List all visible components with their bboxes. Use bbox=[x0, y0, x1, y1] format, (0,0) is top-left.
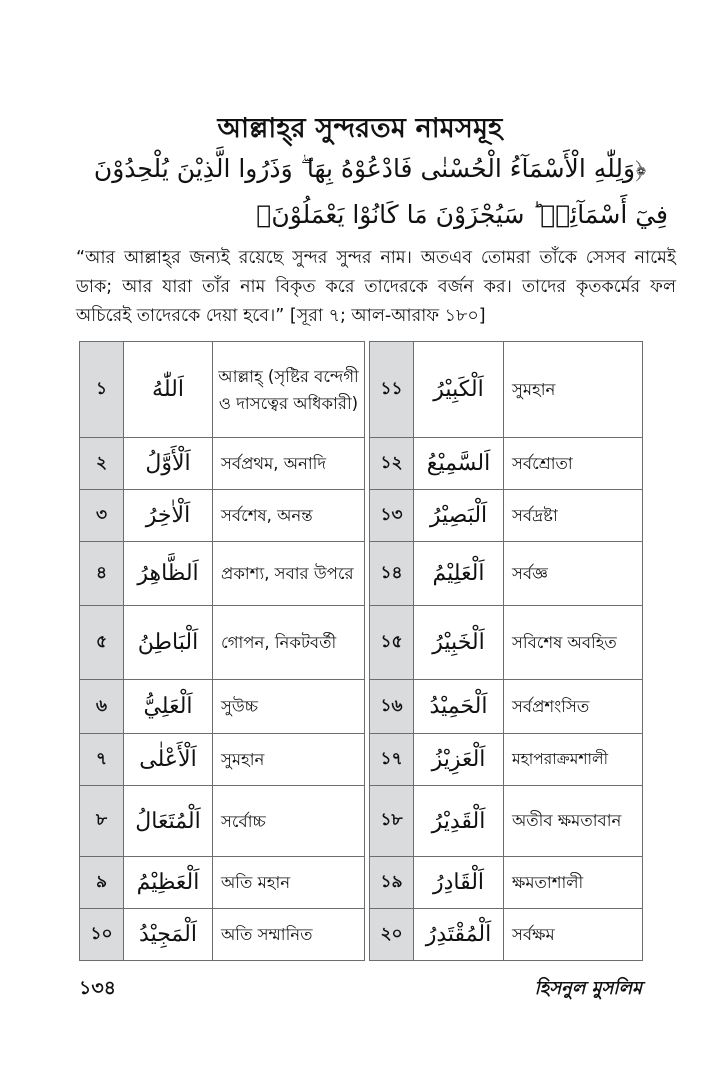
name-number: ৪ bbox=[80, 542, 124, 606]
name-arabic: اَلْكَبِيْرُ bbox=[414, 342, 504, 438]
table-row bbox=[370, 680, 643, 734]
name-meaning: সর্বোচ্চ bbox=[213, 786, 365, 857]
name-arabic: اَلْأَوَّلُ bbox=[124, 438, 213, 490]
name-number: ২ bbox=[80, 438, 124, 490]
name-number: ৭ bbox=[80, 734, 124, 786]
verse-translation: “আর আল্লাহ্‌র জন্যই রয়েছে সুন্দর সুন্দর নাম। অতএব তোমরা তাঁকে সেসব নামেই ডাক; আর যারা তাঁর নাম বিকৃত করে তাদেরকে বর্জন কর। তাদের কৃতকর্মের ফল অচিরেই তাদেরকে দেয়া হবে।” [সূরা ৭; আল-আরাফ ১৮০] bbox=[76, 248, 676, 326]
name-arabic: اَلظَّاهِرُ bbox=[124, 542, 213, 606]
table-row bbox=[80, 680, 365, 734]
name-meaning: সর্বপ্রথম, অনাদি bbox=[213, 438, 365, 490]
page-number: ১৩৪ bbox=[79, 977, 117, 999]
table-row bbox=[80, 734, 365, 786]
table-row bbox=[80, 490, 365, 542]
table-row bbox=[370, 857, 643, 909]
name-meaning: অতি মহান bbox=[213, 857, 365, 909]
names-table-right bbox=[369, 341, 643, 961]
name-meaning: সর্বদ্রষ্টা bbox=[504, 490, 643, 542]
name-meaning: সুমহান bbox=[504, 342, 643, 438]
table-row bbox=[370, 909, 643, 961]
running-title: হিসনুল মুসলিম bbox=[534, 978, 642, 999]
name-meaning: সর্বক্ষম bbox=[504, 909, 643, 961]
table-row bbox=[80, 542, 365, 606]
table-row bbox=[370, 490, 643, 542]
name-arabic: اَلْخَبِيْرُ bbox=[414, 606, 504, 680]
table-row bbox=[370, 342, 643, 438]
names-table-left bbox=[79, 341, 365, 961]
table-row bbox=[370, 542, 643, 606]
name-arabic: اَللّٰهُ bbox=[124, 342, 213, 438]
table-row bbox=[80, 857, 365, 909]
name-arabic: اَلْعَزِيْزُ bbox=[414, 734, 504, 786]
name-number: ১৫ bbox=[370, 606, 414, 680]
name-meaning: সুউচ্চ bbox=[213, 680, 365, 734]
name-number: ১৯ bbox=[370, 857, 414, 909]
name-meaning: সর্বপ্রশংসিত bbox=[504, 680, 643, 734]
name-number: ১ bbox=[80, 342, 124, 438]
name-arabic: اَلْقَادِرُ bbox=[414, 857, 504, 909]
name-number: ১৬ bbox=[370, 680, 414, 734]
name-arabic: اَلْعَظِيْمُ bbox=[124, 857, 213, 909]
quran-verse-line-2: فِيٓ أَسْمَآئِهٖ ؕ سَيُجْزَوْنَ مَا كَانُوْا يَعْمَلُوْنَ﴾ bbox=[256, 200, 668, 229]
name-meaning: মহাপরাক্রমশালী bbox=[504, 734, 643, 786]
name-meaning: গোপন, নিকটবর্তী bbox=[213, 606, 365, 680]
name-number: ১০ bbox=[80, 909, 124, 961]
name-arabic: اَلْعَلِيُّ bbox=[124, 680, 213, 734]
name-meaning: সুমহান bbox=[213, 734, 365, 786]
table-row bbox=[370, 786, 643, 857]
name-meaning: ক্ষমতাশালী bbox=[504, 857, 643, 909]
name-arabic: اَلْمُتَعَالُ bbox=[124, 786, 213, 857]
name-number: ১৩ bbox=[370, 490, 414, 542]
table-row bbox=[80, 342, 365, 438]
name-number: ৬ bbox=[80, 680, 124, 734]
name-arabic: اَلْأَعْلٰى bbox=[124, 734, 213, 786]
name-arabic: اَلْبَاطِنُ bbox=[124, 606, 213, 680]
name-meaning: সর্বশেষ, অনন্ত bbox=[213, 490, 365, 542]
table-row bbox=[370, 606, 643, 680]
name-number: ৯ bbox=[80, 857, 124, 909]
table-row bbox=[370, 734, 643, 786]
name-number: ১৪ bbox=[370, 542, 414, 606]
name-number: ৮ bbox=[80, 786, 124, 857]
name-meaning: অতীব ক্ষমতাবান bbox=[504, 786, 643, 857]
name-arabic: اَلْحَمِيْدُ bbox=[414, 680, 504, 734]
name-meaning: অতি সম্মানিত bbox=[213, 909, 365, 961]
name-meaning: আল্লাহ্‌ (সৃষ্টির বন্দেগী ও দাসত্বের অধিকারী) bbox=[213, 342, 365, 438]
table-row bbox=[80, 438, 365, 490]
name-meaning: সর্বশ্রোতা bbox=[504, 438, 643, 490]
name-arabic: اَلْاٰخِرُ bbox=[124, 490, 213, 542]
name-arabic: اَلْمُقْتَدِرُ bbox=[414, 909, 504, 961]
name-number: ১৮ bbox=[370, 786, 414, 857]
table-row bbox=[370, 438, 643, 490]
name-meaning: সর্বজ্ঞ bbox=[504, 542, 643, 606]
page-title: আল্লাহ্‌র সুন্দরতম নামসমূহ bbox=[217, 113, 503, 144]
name-arabic: اَلسَّمِيْعُ bbox=[414, 438, 504, 490]
name-meaning: সবিশেষ অবহিত bbox=[504, 606, 643, 680]
name-arabic: اَلْقَدِيْرُ bbox=[414, 786, 504, 857]
name-number: ১২ bbox=[370, 438, 414, 490]
name-arabic: اَلْمَجِيْدُ bbox=[124, 909, 213, 961]
table-row bbox=[80, 786, 365, 857]
name-number: ৫ bbox=[80, 606, 124, 680]
name-number: ১১ bbox=[370, 342, 414, 438]
name-number: ২০ bbox=[370, 909, 414, 961]
table-row bbox=[80, 606, 365, 680]
quran-verse-line-1: ﴿وَلِلّٰهِ الْأَسْمَآءُ الْحُسْنٰى فَادْعُوْهُ بِهَا ۖ وَذَرُوا الَّذِيْنَ يُلْحِدُوْنَ bbox=[93, 154, 647, 183]
name-meaning: প্রকাশ্য, সবার উপরে bbox=[213, 542, 365, 606]
name-arabic: اَلْعَلِيْمُ bbox=[414, 542, 504, 606]
name-number: ৩ bbox=[80, 490, 124, 542]
table-row bbox=[80, 909, 365, 961]
name-arabic: اَلْبَصِيْرُ bbox=[414, 490, 504, 542]
name-number: ১৭ bbox=[370, 734, 414, 786]
